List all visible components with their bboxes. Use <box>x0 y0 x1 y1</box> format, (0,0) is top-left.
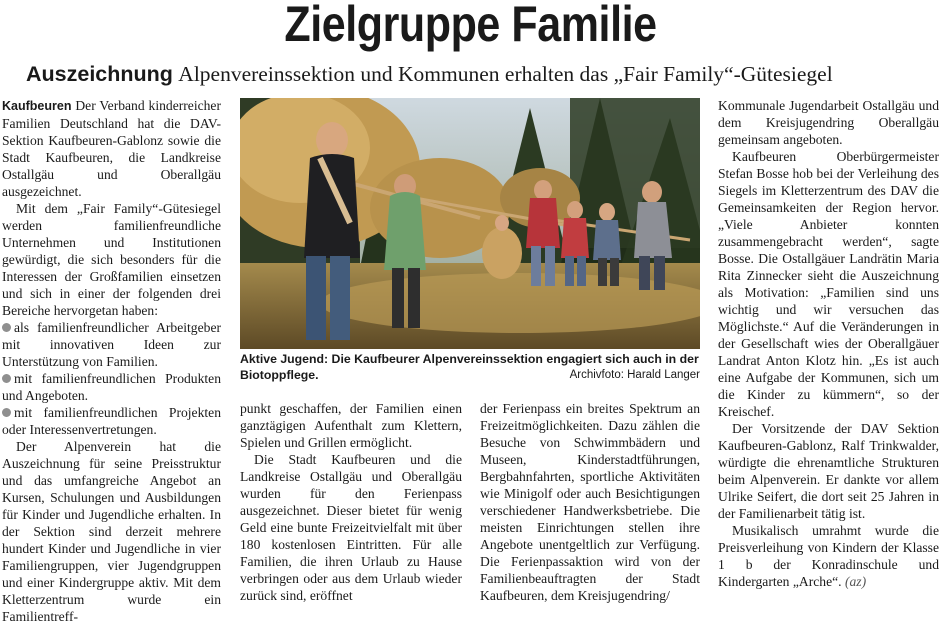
list-item-text: als familienfreundlicher Arbeitgeber mit innovativen Ideen zur Unterstützung von Familien. <box>2 320 221 369</box>
paragraph: Kaufbeuren Oberbürgermeister Stefan Bosse hob bei der Verleihung des Siegels im Kletterzentrum des DAV die Gemeinsamkeiten der Region hervor. „Viele Anbieter konnten zusammengebracht werden“, sagte Bosse. Die Ostallgäuer Landrätin Maria Rita Zinnecker sieht die Auszeichnung als Motivation: „Familien sind uns wichtig und wir versuchen das Möglichste.“ Auf die Veränderungen in der Gesellschaft wies der Oberallgäuer Landrat Anton Klotz hin. „Es ist auch eine Aufgabe der Kommunen, sich um die Kinder zu kümmern“, so der Kreischef. <box>718 149 939 419</box>
list-item <box>2 370 221 404</box>
paragraph: Der Alpenverein hat die Auszeichnung für seine Preisstruktur und das umfangreiche Angebot an Kursen, Schulungen und Ausbildungen für Kinder und Jugendliche erhalten. In der Sektion sind derzeit mehrere hundert Kinder und Jugendliche in vier Familiengruppen, vier Jugendgruppen und einer Kindergruppe aktiv. Mit dem Kletterzentrum wurde ein Familientreff- <box>2 439 221 624</box>
paragraph: Mit dem „Fair Family“-Gütesiegel werden familienfreundliche Unternehmen und Institutionen gewürdigt, die sich besonders für die Interessen der Großfamilien einsetzen und sich in einer der folgenden drei Bereiche hervorgetan haben: <box>2 201 221 318</box>
paragraph <box>2 97 221 200</box>
article-photo <box>240 98 700 349</box>
photo-caption: Aktive Jugend: Die Kaufbeurer Alpenvereinssektion engagiert sich auch in der Biotoppflege. <box>240 352 699 382</box>
list-item-text: mit familienfreundlichen Projekten oder Interessenvertretungen. <box>2 405 221 437</box>
article-column-3 <box>480 400 700 604</box>
article-column-2 <box>240 400 462 604</box>
paragraph: punkt geschaffen, der Familien einen ganztägigen Aufenthalt zum Klettern, Spielen und Grillen ermöglicht. <box>240 401 462 450</box>
bullet-icon <box>2 408 11 417</box>
paragraph: Kommunale Jugendarbeit Ostallgäu und dem Kreisjugendring Oberallgäu gemeinsam angeboten. <box>718 98 939 147</box>
subheadline <box>26 60 926 88</box>
paragraph-text: Der Verband kinderreicher Familien Deutschland hat die DAV-Sektion Kaufbeuren-Gablonz sowie die Stadt Kaufbeuren, die Landkreise Ostallgäu und Oberallgäu ausgezeichnet. <box>2 98 221 199</box>
paragraph <box>718 522 939 590</box>
photo-illustration <box>240 98 700 349</box>
subheadline-text: Alpenvereinssektion und Kommunen erhalten das „Fair Family“-Gütesiegel <box>178 62 833 86</box>
article-column-1 <box>2 97 221 625</box>
list-item-text: mit familienfreundlichen Produkten und Angeboten. <box>2 371 221 403</box>
kicker: Auszeichnung <box>26 62 173 86</box>
list-item <box>2 319 221 370</box>
paragraph: der Ferienpass ein breites Spektrum an Freizeitmöglichkeiten. Dazu zählen die Besuche von Schwimmbädern und Museen, Kinderstadtführungen, Bergbahnfahrten, sportliche Aktivitäten wie Minigolf oder auch Besichtigungen verschiedener Handwerksbetriebe. Die meisten Einrichtungen stellen ihre Angebote unentgeltlich zur Verfügung. Die Ferienpassaktion wird von der Familienbeauftragten der Stadt Kaufbeuren, dem Kreisjugendring/ <box>480 401 700 603</box>
bullet-icon <box>2 374 11 383</box>
list-item <box>2 404 221 438</box>
author-initials: (az) <box>844 574 867 589</box>
photo-caption-block <box>240 351 700 383</box>
paragraph: Der Vorsitzende der DAV Sektion Kaufbeuren-Gablonz, Ralf Trinkwalder, würdigte die ehrenamtliche Strukturen beim Alpenverein. Er dankte vor allem Ulrike Seifert, die dort seit 25 Jahren in der Familienarbeit tätig ist. <box>718 421 939 521</box>
photo-credit: Archivfoto: Harald Langer <box>569 369 700 381</box>
paragraph-text: Musikalisch umrahmt wurde die Preisverleihung von Kindern der Klasse 1 b der Konradinschule und Kindergarten „Arche“. <box>718 523 939 589</box>
headline: Zielgruppe Familie <box>284 0 657 52</box>
article-column-4 <box>718 97 939 590</box>
bullet-icon <box>2 323 11 332</box>
location-dateline: Kaufbeuren <box>2 99 72 113</box>
paragraph: Die Stadt Kaufbeuren und die Landkreise Ostallgäu und Oberallgäu wurden für den Ferienpass ausgezeichnet. Dieser bietet für wenig Geld eine bunte Freizeitvielfalt mit über 180 kostenlosen Eintritten. Für alle Familien, die ihren Urlaub zu Hause verbringen oder aus dem Urlaub wieder zurück sind, eröffnet <box>240 452 462 603</box>
